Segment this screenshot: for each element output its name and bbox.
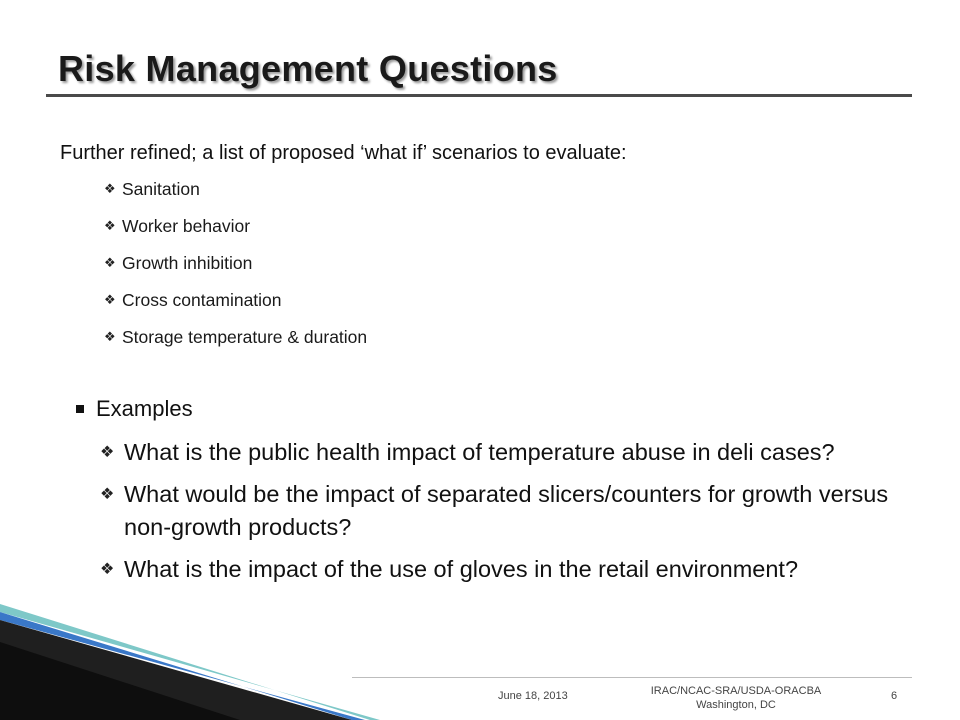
example-question: What is the public health impact of temperature abuse in deli cases?	[124, 439, 835, 465]
examples-heading-label: Examples	[96, 396, 193, 421]
scenario-label: Storage temperature & duration	[122, 327, 368, 347]
title-underline	[46, 94, 912, 97]
list-item	[104, 178, 367, 215]
page-number: 6	[891, 690, 898, 702]
list-item	[100, 436, 890, 469]
diamond-bullet-icon: ❖	[100, 486, 115, 503]
scenario-list	[104, 178, 367, 363]
footer-org-line1: IRAC/NCAC-SRA/USDA-ORACBA	[650, 685, 822, 697]
square-bullet-icon	[76, 405, 84, 413]
list-item	[104, 326, 367, 363]
diamond-bullet-icon: ❖	[100, 444, 115, 461]
footer-date: June 18, 2013	[498, 690, 568, 702]
list-item	[100, 553, 890, 586]
diamond-bullet-icon: ❖	[104, 255, 116, 270]
diamond-bullet-icon: ❖	[104, 218, 116, 233]
diamond-bullet-icon: ❖	[104, 292, 116, 307]
list-item	[104, 252, 367, 289]
list-item	[104, 289, 367, 326]
scenario-label: Worker behavior	[122, 216, 251, 236]
examples-list	[100, 436, 890, 595]
footer-org-line2: Washington, DC	[696, 699, 776, 711]
slide-title: Risk Management Questions	[58, 48, 558, 89]
list-item	[104, 215, 367, 252]
examples-heading	[76, 396, 193, 422]
footer-divider	[352, 677, 912, 678]
example-question: What is the impact of the use of gloves in the retail environment?	[124, 556, 799, 582]
intro-text: Further refined; a list of proposed ‘what if’ scenarios to evaluate:	[60, 142, 627, 164]
list-item	[100, 478, 890, 544]
diamond-bullet-icon: ❖	[100, 561, 115, 578]
footer-organization	[628, 684, 844, 712]
example-question: What would be the impact of separated slicers/counters for growth versus non-growth products?	[124, 481, 889, 540]
scenario-label: Sanitation	[122, 179, 200, 199]
diamond-bullet-icon: ❖	[104, 181, 116, 196]
scenario-label: Cross contamination	[122, 290, 282, 310]
diamond-bullet-icon: ❖	[104, 329, 116, 344]
scenario-label: Growth inhibition	[122, 253, 253, 273]
